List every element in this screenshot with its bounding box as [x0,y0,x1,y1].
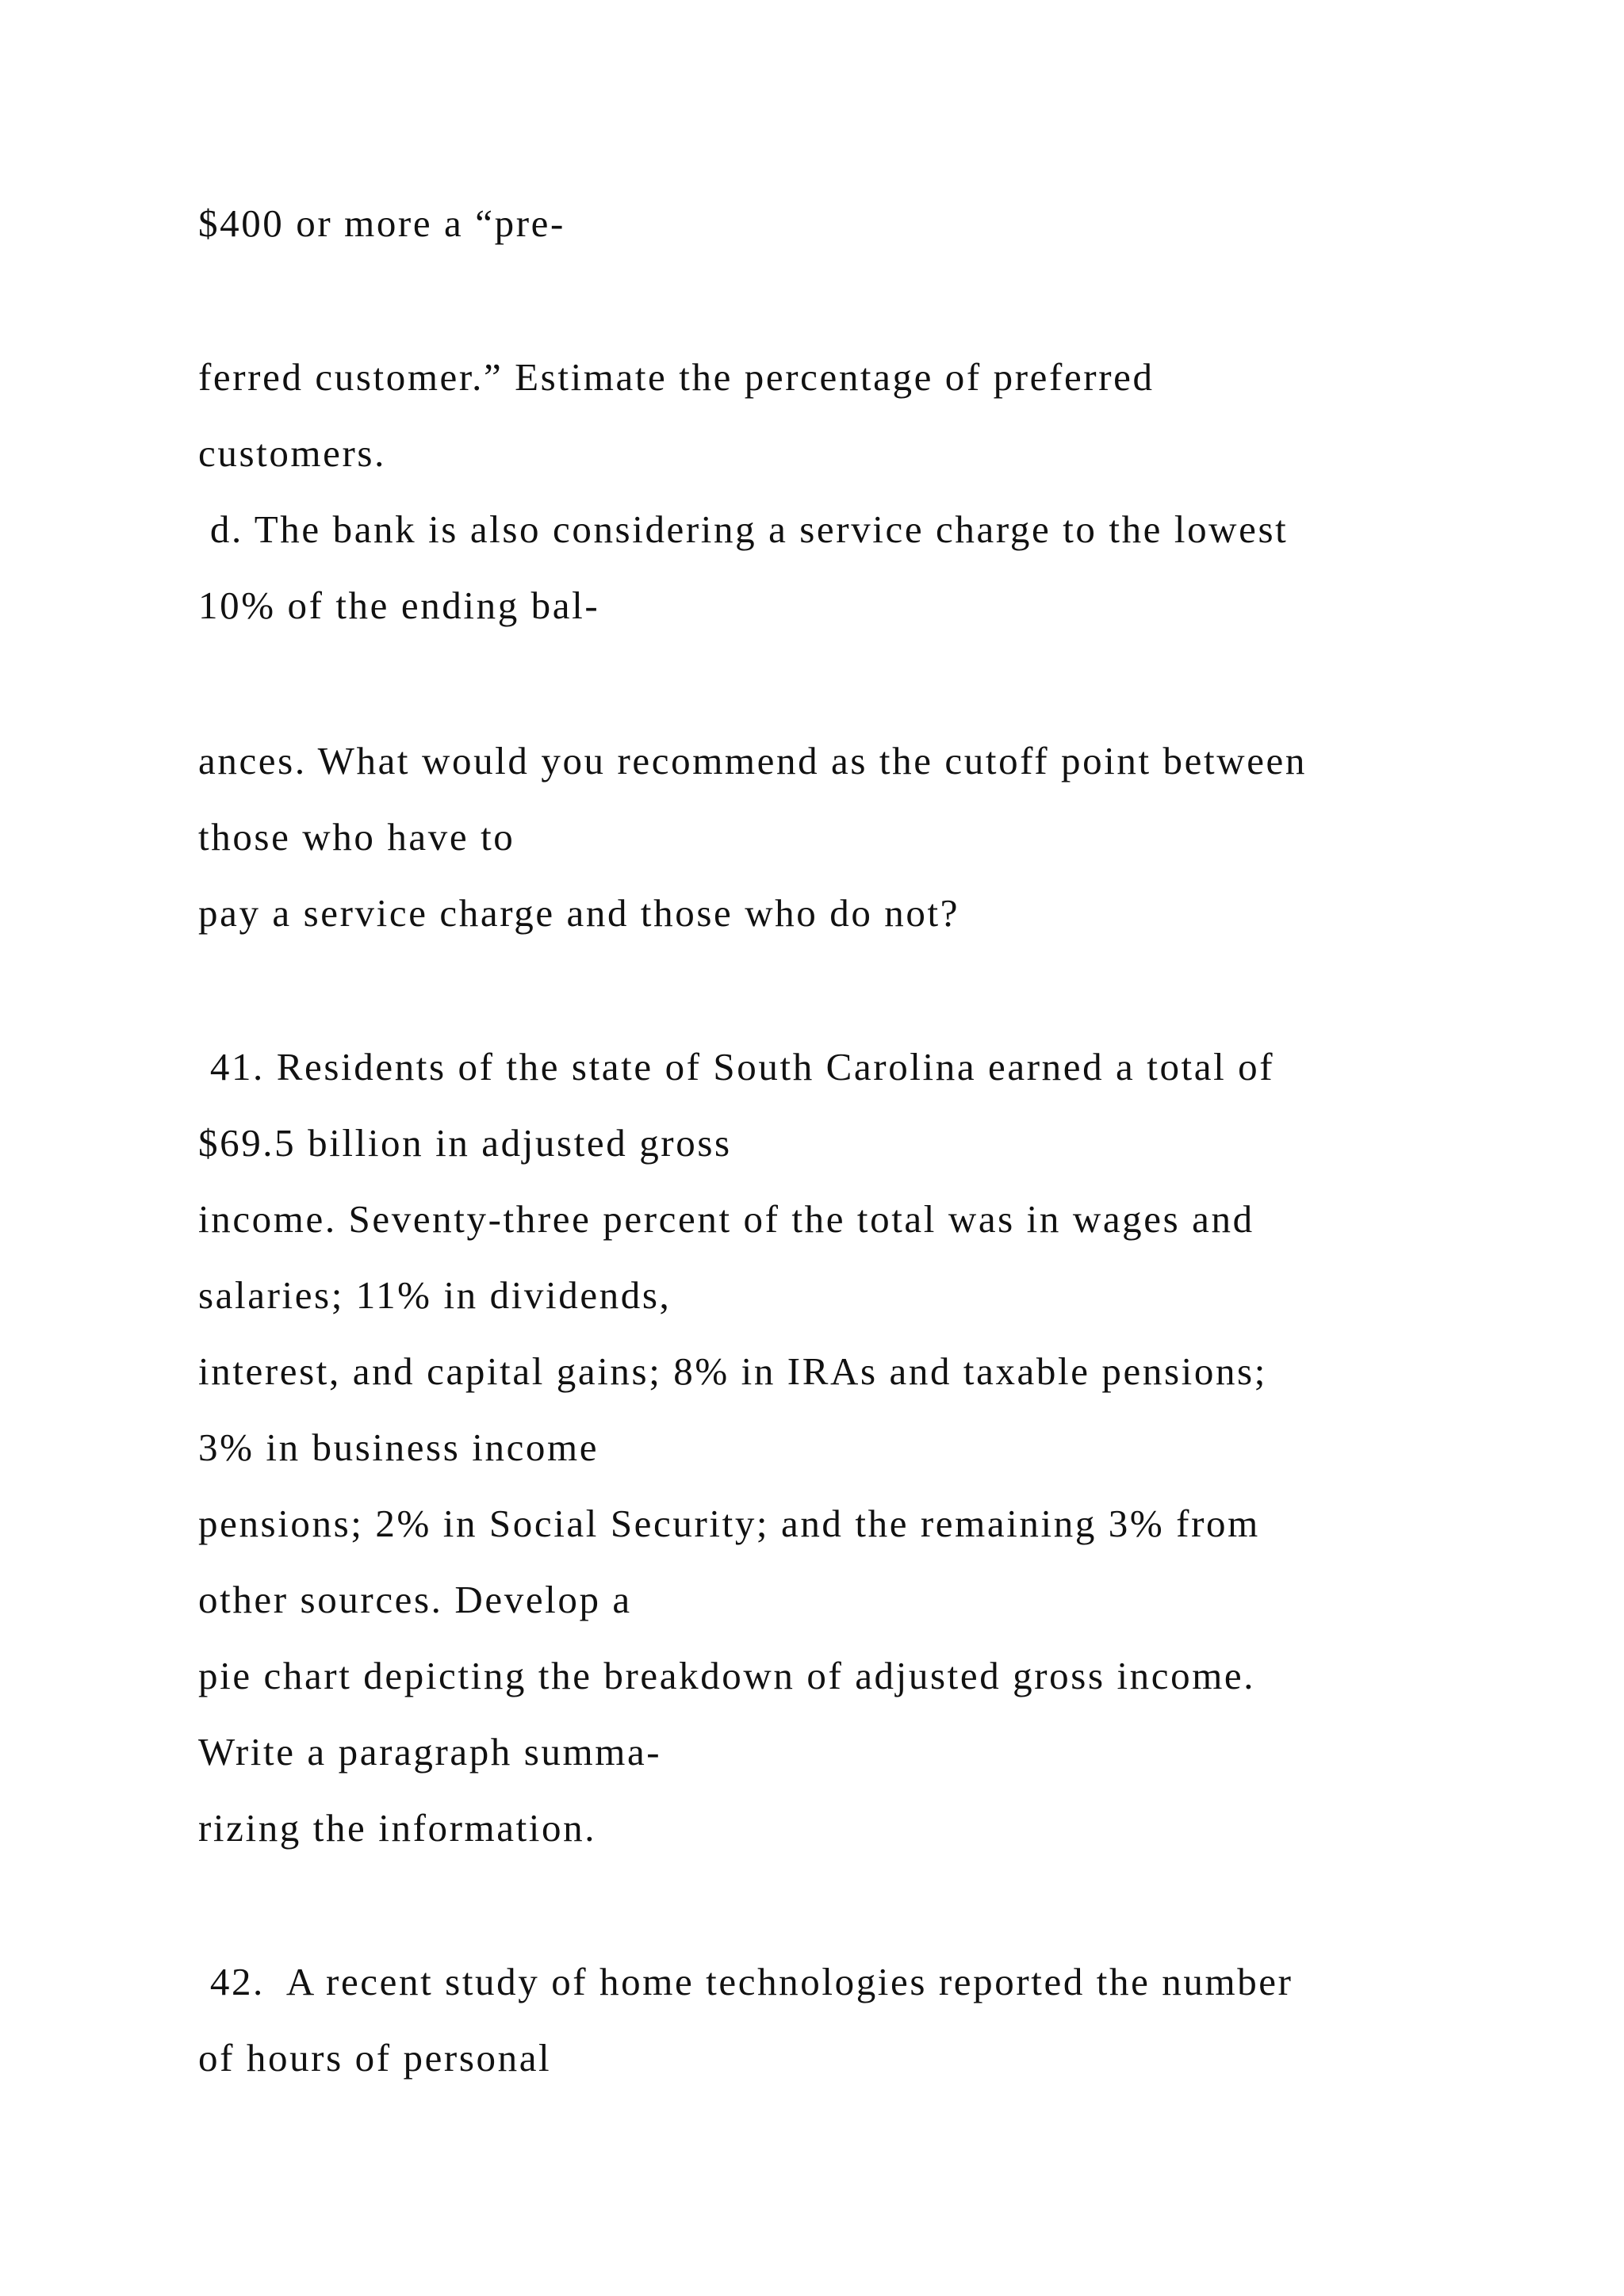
text-line: d. The bank is also considering a service charge to the lowest [198,507,1289,551]
text-line: Write a paragraph summa- [198,1730,662,1774]
text-line: ances. What would you recommend as the cutoff point between [198,739,1307,783]
text-line: pay a service charge and those who do not? [198,891,960,935]
text-line: salaries; 11% in dividends, [198,1273,672,1317]
text-line: customers. [198,431,386,475]
text-line: $400 or more a “pre- [198,201,565,245]
text-line: income. Seventy-three percent of the total was in wages and [198,1197,1254,1241]
text-line: pie chart depicting the breakdown of adjusted gross income. [198,1654,1256,1697]
text-line: of hours of personal [198,2036,552,2080]
text-line: 3% in business income [198,1425,599,1469]
text-line: interest, and capital gains; 8% in IRAs and taxable pensions; [198,1349,1267,1393]
text-line: $69.5 billion in adjusted gross [198,1121,732,1165]
text-line: 42. A recent study of home technologies reported the number [198,1960,1293,2003]
text-line: ferred customer.” Estimate the percentage of preferred [198,355,1155,399]
text-line: those who have to [198,815,515,859]
text-line: rizing the information. [198,1806,597,1850]
text-line: 41. Residents of the state of South Carolina earned a total of [198,1045,1275,1089]
text-line: 10% of the ending bal- [198,584,600,627]
text-line: pensions; 2% in Social Security; and the remaining 3% from [198,1502,1260,1545]
text-line: other sources. Develop a [198,1578,632,1621]
